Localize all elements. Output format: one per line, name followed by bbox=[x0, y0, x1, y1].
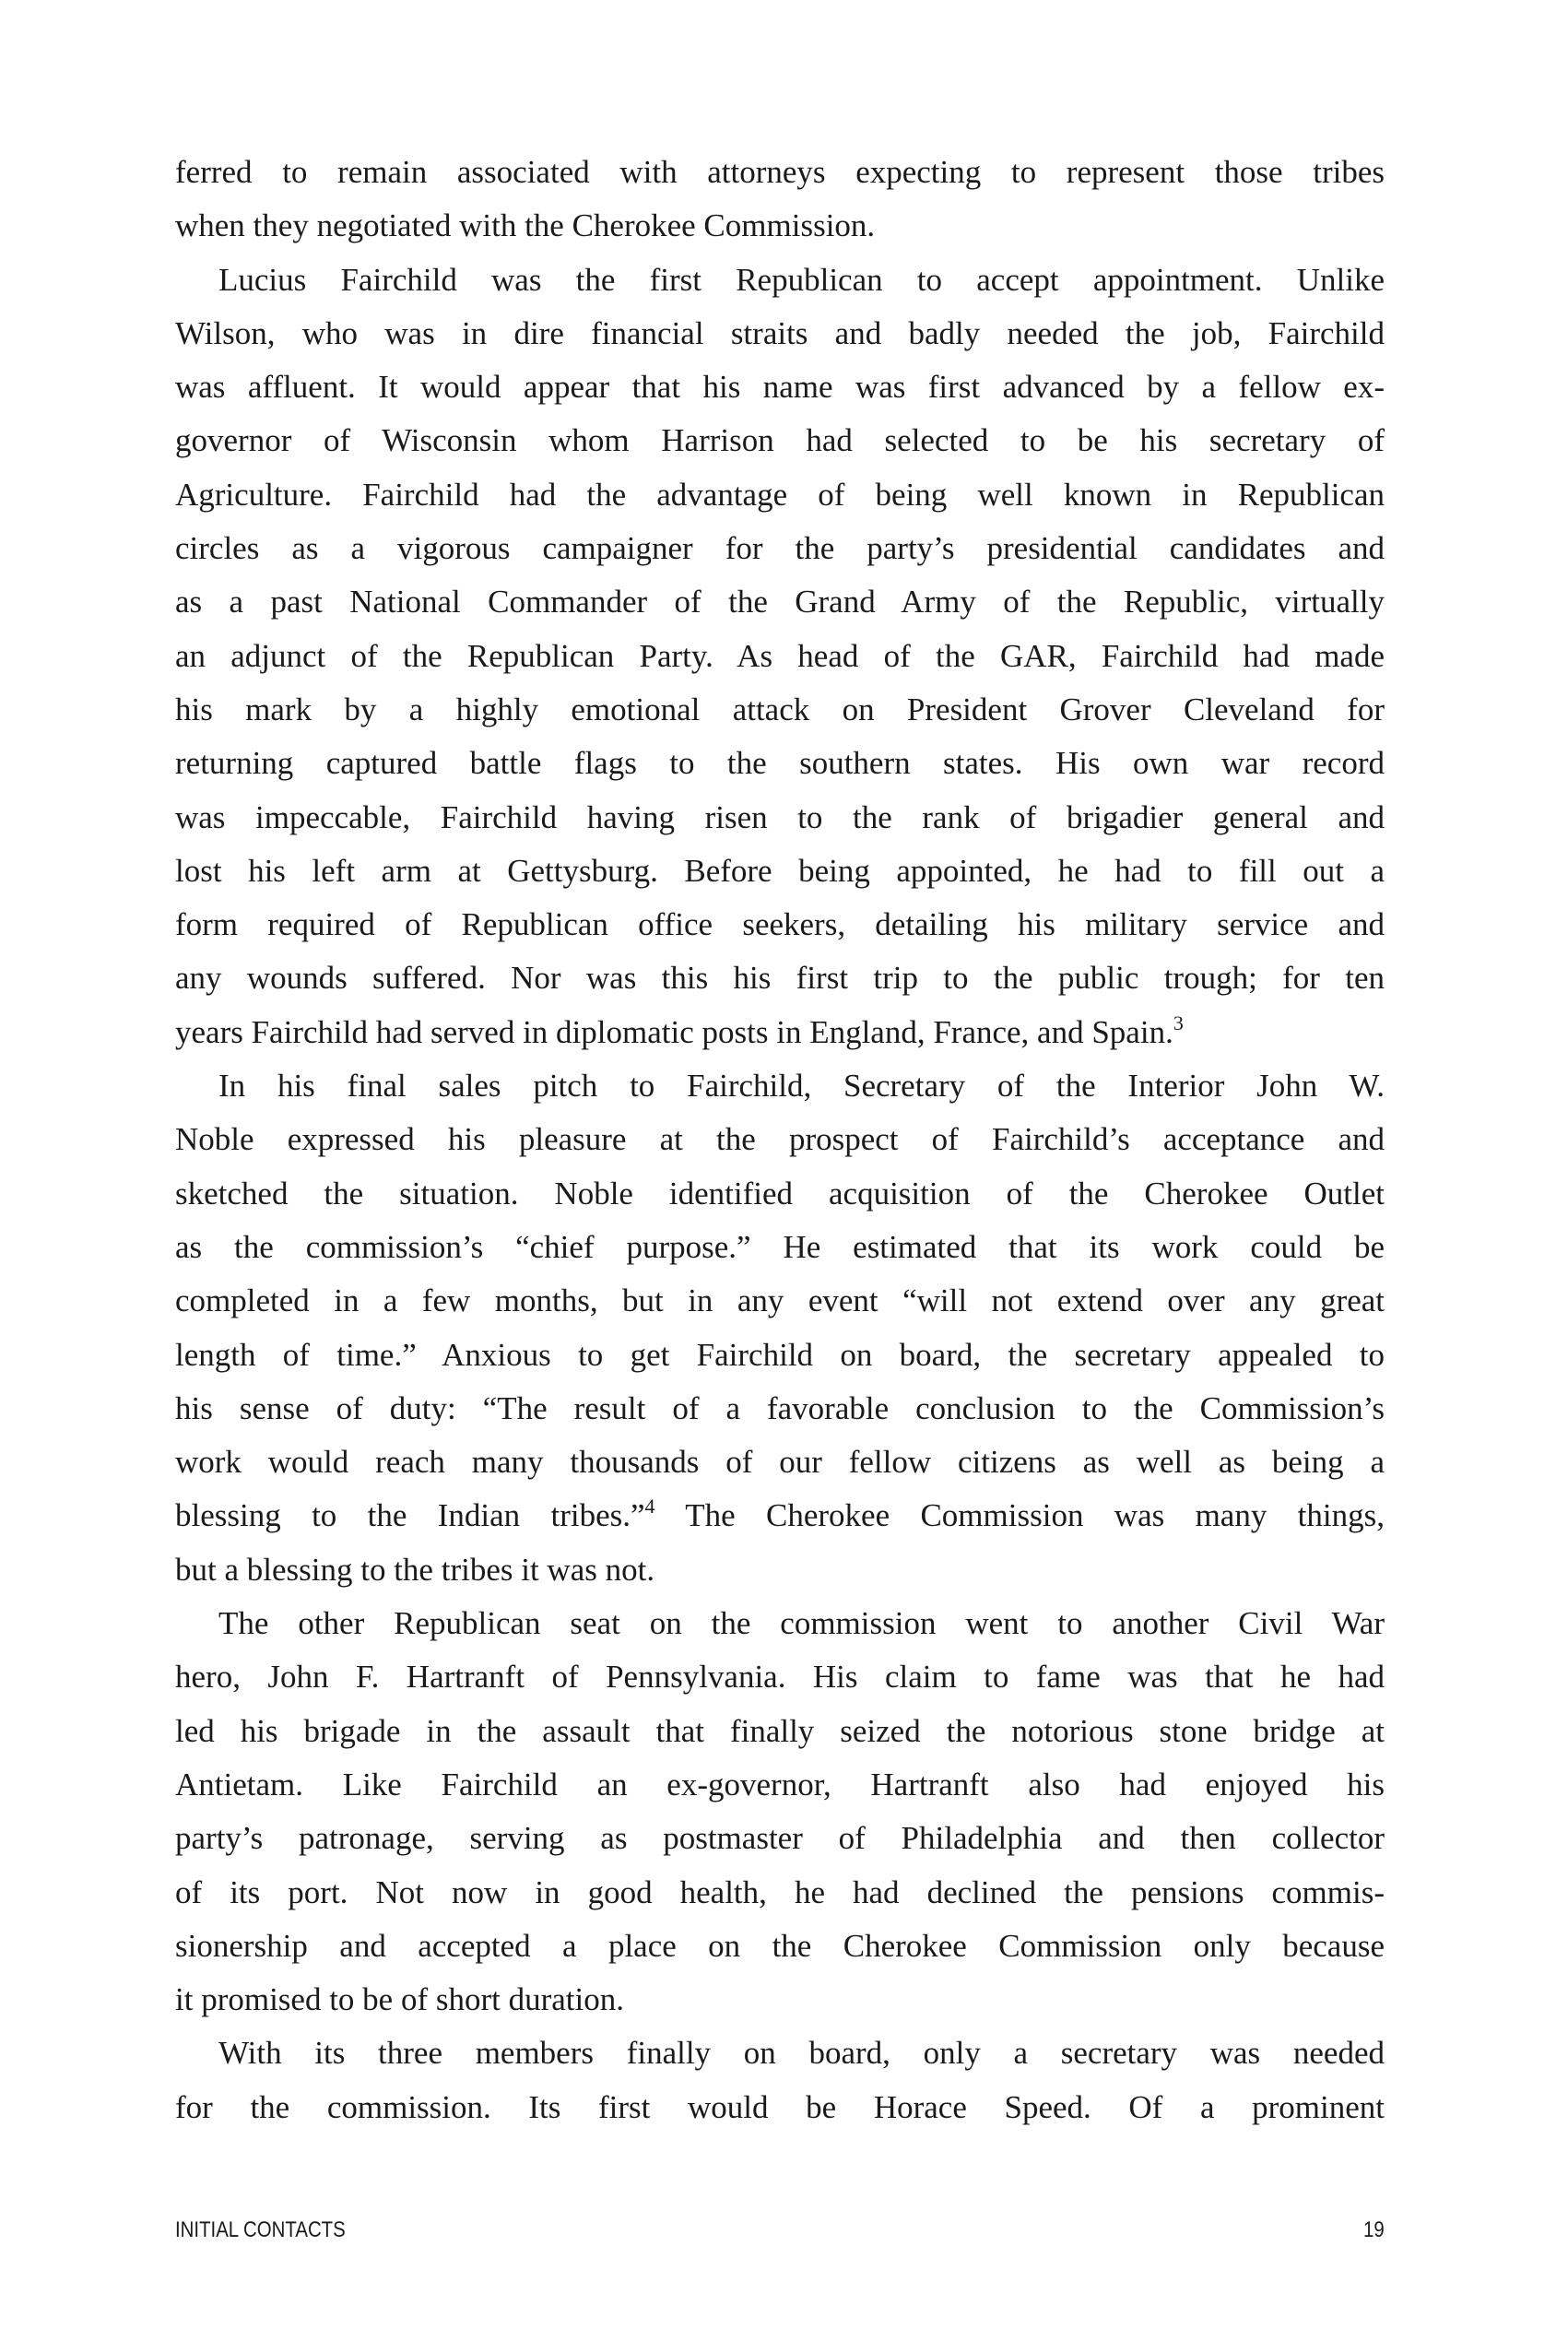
text-line bbox=[175, 630, 1385, 683]
line-text: Noble expressed his pleasure at the prospect of Fairchild’s acceptance and bbox=[175, 1121, 1385, 1158]
line-text: it promised to be of short duration. bbox=[175, 1981, 625, 2018]
line-text: Wilson, who was in dire financial straits and badly needed the job, Fairchild bbox=[175, 314, 1385, 351]
text-line bbox=[175, 1221, 1385, 1274]
line-text: With its three members finally on board, only a secretary was needed bbox=[218, 2035, 1385, 2072]
text-line bbox=[175, 1382, 1385, 1436]
line-text: sketched the situation. Noble identified acquisition of the Cherokee Outlet bbox=[175, 1175, 1385, 1211]
line-text: returning captured battle flags to the southern states. His own war record bbox=[175, 745, 1385, 782]
text-line bbox=[175, 898, 1385, 951]
text-line bbox=[175, 146, 1385, 199]
line-text: form required of Republican office seekers, detailing his military service and bbox=[175, 906, 1385, 943]
text-line bbox=[175, 1489, 1385, 1542]
line-text: an adjunct of the Republican Party. As head of the GAR, Fairchild had made bbox=[175, 637, 1385, 674]
text-line bbox=[175, 1973, 1385, 2027]
line-text: led his brigade in the assault that finally seized the notorious stone bridge at bbox=[175, 1712, 1385, 1749]
line-text: completed in a few months, but in any event “will not extend over any great bbox=[175, 1282, 1385, 1319]
line-text: as a past National Commander of the Grand Army of the Republic, virtually bbox=[175, 584, 1385, 621]
line-text: party’s patronage, serving as postmaster of Philadelphia and then collector bbox=[175, 1820, 1385, 1857]
line-text: Antietam. Like Fairchild an ex-governor, Hartranft also had enjoyed his bbox=[175, 1766, 1385, 1802]
line-text: In his final sales pitch to Fairchild, Secretary of the Interior John W. bbox=[218, 1068, 1385, 1105]
line-text: lost his left arm at Gettysburg. Before being appointed, he had to fill out a bbox=[175, 852, 1385, 889]
text-line bbox=[175, 254, 1385, 307]
text-line bbox=[175, 1866, 1385, 1920]
text-line bbox=[175, 951, 1385, 1005]
text-line bbox=[175, 307, 1385, 360]
text-line bbox=[175, 1812, 1385, 1865]
line-text: was impeccable, Fairchild having risen to the rank of brigadier general and bbox=[175, 798, 1385, 835]
footnote-marker: 3 bbox=[1173, 1011, 1184, 1034]
text-line bbox=[175, 1597, 1385, 1650]
text-line bbox=[175, 1436, 1385, 1489]
text-line bbox=[175, 1113, 1385, 1166]
line-text: but a blessing to the tribes it was not. bbox=[175, 1551, 655, 1588]
line-text: Lucius Fairchild was the first Republican to accept appointment. Unlike bbox=[218, 261, 1385, 298]
line-text: work would reach many thousands of our fellow citizens as well as being a bbox=[175, 1444, 1385, 1481]
line-text: when they negotiated with the Cherokee Commission. bbox=[175, 207, 876, 244]
text-line bbox=[175, 1167, 1385, 1221]
line-text: his mark by a highly emotional attack on President Grover Cleveland for bbox=[175, 691, 1385, 727]
line-text: circles as a vigorous campaigner for the party’s presidential candidates and bbox=[175, 530, 1385, 567]
line-text: for the commission. Its first would be Horace Speed. Of a prominent bbox=[175, 2088, 1385, 2125]
line-text: was affluent. It would appear that his name was first advanced by a fellow ex- bbox=[175, 369, 1385, 406]
running-head: INITIAL CONTACTS bbox=[175, 2217, 346, 2242]
text-line bbox=[175, 1329, 1385, 1382]
text-line bbox=[175, 1543, 1385, 1597]
text-line bbox=[175, 1274, 1385, 1328]
line-text: The Cherokee Commission was many things, bbox=[654, 1497, 1385, 1534]
line-text: his sense of duty: “The result of a favorable conclusion to the Commission’s bbox=[175, 1389, 1385, 1426]
text-line bbox=[175, 575, 1385, 629]
page-number: 19 bbox=[1363, 2217, 1385, 2242]
text-line bbox=[175, 791, 1385, 845]
line-text: hero, John F. Hartranft of Pennsylvania. His claim to fame was that he had bbox=[175, 1659, 1385, 1696]
line-text: of its port. Not now in good health, he had declined the pensions commis- bbox=[175, 1873, 1385, 1910]
text-line bbox=[175, 683, 1385, 737]
line-text: Agriculture. Fairchild had the advantage of being well known in Republican bbox=[175, 476, 1385, 513]
text-line bbox=[175, 414, 1385, 467]
text-line bbox=[175, 845, 1385, 898]
footnote-marker: 4 bbox=[644, 1495, 655, 1519]
text-line bbox=[175, 468, 1385, 522]
text-line bbox=[175, 1705, 1385, 1758]
line-text: length of time.” Anxious to get Fairchild on board, the secretary appealed to bbox=[175, 1336, 1385, 1373]
text-line bbox=[175, 1006, 1385, 1059]
text-line bbox=[175, 199, 1385, 253]
text-line bbox=[175, 1758, 1385, 1812]
body-text bbox=[175, 146, 1385, 2134]
line-text: years Fairchild had served in diplomatic posts in England, France, and Spain. bbox=[175, 1013, 1173, 1050]
text-line bbox=[175, 737, 1385, 790]
line-text: as the commission’s “chief purpose.” He estimated that its work could be bbox=[175, 1228, 1385, 1265]
text-line bbox=[175, 1920, 1385, 1973]
text-line bbox=[175, 1650, 1385, 1704]
line-text: governor of Wisconsin whom Harrison had selected to be his secretary of bbox=[175, 422, 1385, 459]
line-text: blessing to the Indian tribes.” bbox=[175, 1497, 645, 1534]
line-text: any wounds suffered. Nor was this his first trip to the public trough; for ten bbox=[175, 960, 1385, 997]
page-footer bbox=[175, 2217, 1385, 2243]
line-text: The other Republican seat on the commission went to another Civil War bbox=[218, 1605, 1385, 1642]
line-text: sionership and accepted a place on the Cherokee Commission only because bbox=[175, 1927, 1385, 1964]
text-line bbox=[175, 522, 1385, 575]
text-line bbox=[175, 360, 1385, 414]
text-line bbox=[175, 1059, 1385, 1113]
text-line bbox=[175, 2027, 1385, 2080]
line-text: ferred to remain associated with attorneys expecting to represent those tribes bbox=[175, 154, 1385, 190]
text-line bbox=[175, 2081, 1385, 2134]
